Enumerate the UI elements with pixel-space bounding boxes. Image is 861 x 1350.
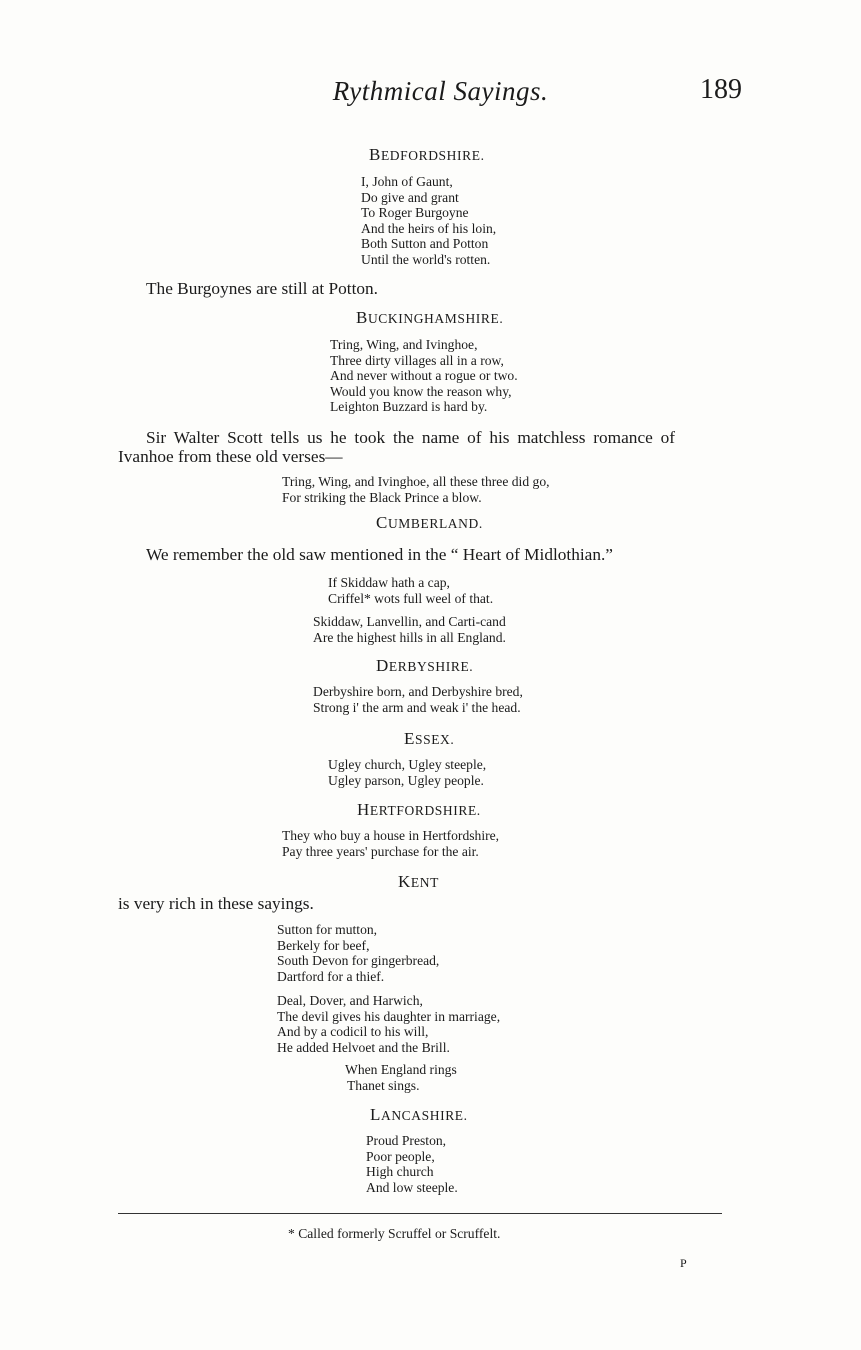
verse-kent-thanet: When England rings Thanet sings. — [345, 1062, 457, 1093]
heading-kent: KENT — [398, 872, 439, 891]
heading-derbyshire: DERBYSHIRE. — [376, 656, 474, 675]
page-number: 189 — [700, 74, 742, 105]
verse-kent-mutton: Sutton for mutton, Berkely for beef, South Devon for gingerbread, Dartford for a thief. — [277, 922, 440, 984]
note-cumberland: We remember the old saw mentioned in the “ Heart of Midlothian.” — [146, 545, 613, 564]
heading-hertfordshire: HERTFORDSHIRE. — [357, 800, 481, 819]
heading-buckinghamshire: BUCKINGHAMSHIRE. — [356, 308, 504, 327]
verse-cumberland-hills: Skiddaw, Lanvellin, and Carti-cand Are the highest hills in all England. — [313, 614, 506, 645]
footnote-rule — [118, 1213, 722, 1214]
heading-lancashire: LANCASHIRE. — [370, 1105, 468, 1124]
signature-mark: P — [680, 1256, 687, 1270]
verse-cumberland: If Skiddaw hath a cap, Criffel* wots full weel of that. — [328, 575, 494, 606]
note-buckinghamshire-line1: Sir Walter Scott tells us he took the name of his matchless romance of — [146, 428, 675, 447]
verse-bedfordshire: I, John of Gaunt, Do give and grant To Roger Burgoyne And the heirs of his loin, Both Sutton and Potton Until the world's rotten. — [361, 174, 497, 267]
verse-ivanhoe: Tring, Wing, and Ivinghoe, all these three did go, For striking the Black Prince a blow. — [282, 474, 550, 505]
verse-buckinghamshire: Tring, Wing, and Ivinghoe, Three dirty villages all in a row, And never without a rogue or two. Would you know the reason why, Leighton Buzzard is hard by. — [330, 337, 518, 415]
footnote: * Called formerly Scruffel or Scruffelt. — [288, 1226, 501, 1241]
verse-kent-deal: Deal, Dover, and Harwich, The devil gives his daughter in marriage, And by a codicil to his will, He added Helvoet and the Brill. — [277, 993, 501, 1055]
note-buckinghamshire-line2: Ivanhoe from these old verses— — [118, 447, 343, 466]
verse-essex: Ugley church, Ugley steeple, Ugley parson, Ugley people. — [328, 757, 487, 788]
heading-cumberland: CUMBERLAND. — [376, 513, 483, 532]
verse-hertfordshire: They who buy a house in Hertfordshire, Pay three years' purchase for the air. — [282, 828, 500, 859]
heading-essex: ESSEX. — [404, 729, 455, 748]
running-title: Rythmical Sayings. — [332, 76, 549, 106]
verse-derbyshire: Derbyshire born, and Derbyshire bred, Strong i' the arm and weak i' the head. — [313, 684, 523, 715]
verse-lancashire: Proud Preston, Poor people, High church And low steeple. — [366, 1133, 458, 1195]
heading-bedfordshire: BEDFORDSHIRE. — [369, 145, 485, 164]
note-kent: is very rich in these sayings. — [118, 894, 314, 913]
note-bedfordshire: The Burgoynes are still at Potton. — [146, 279, 378, 298]
